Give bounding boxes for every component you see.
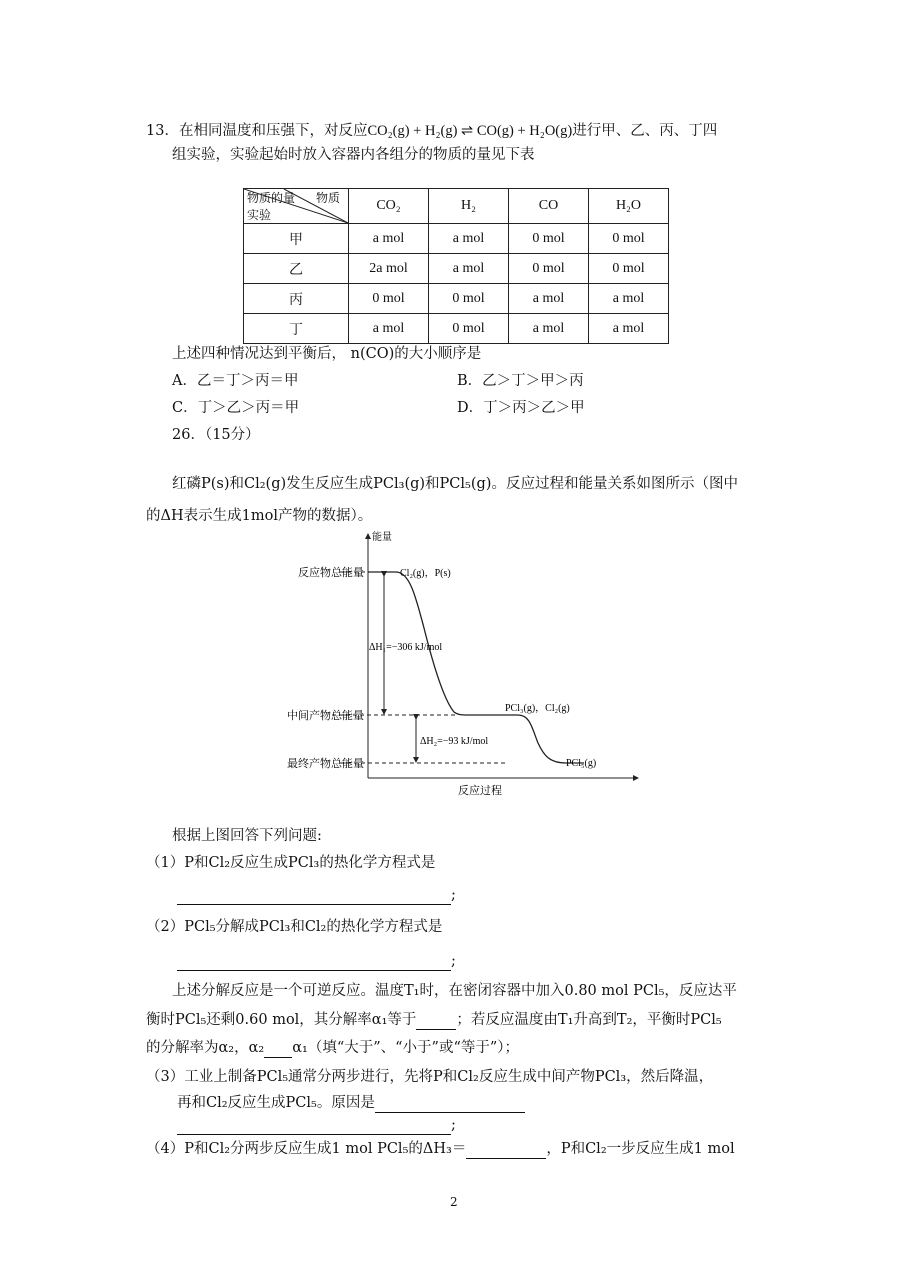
row-label: 甲: [244, 224, 349, 254]
q26-part2: （2）PCl₅分解成PCl₃和Cl₂的热化学方程式是: [146, 919, 443, 935]
row-label: 丙: [244, 284, 349, 314]
q13-option-d: D．丁＞丙＞乙＞甲: [457, 400, 585, 416]
answer-blank[interactable]: [416, 1013, 456, 1030]
header-cell: H₂O: [589, 189, 669, 224]
q13-option-c: C．丁＞乙＞丙＝甲: [172, 400, 300, 416]
answer-blank[interactable]: [177, 1118, 451, 1135]
answer-blank[interactable]: [264, 1041, 292, 1058]
x-axis-label: 反应过程: [458, 785, 502, 797]
answer-blank[interactable]: [177, 954, 451, 971]
q13-text1: 在相同温度和压强下，对反应: [178, 123, 368, 139]
table-cell: a mol: [509, 314, 589, 344]
table-row: [244, 254, 669, 284]
q26-header: 26．（15分）: [172, 427, 260, 443]
table-row: [244, 284, 669, 314]
table-cell: 2a mol: [349, 254, 429, 284]
part2b-text-d: α₁（填“大于”、“小于”或“等于”）；: [292, 1040, 520, 1056]
table-cell: a mol: [589, 314, 669, 344]
q13-option-a: A．乙＝丁＞丙＝甲: [172, 373, 299, 389]
q13-equation: CO₂(g) + H₂(g) ⇌ CO(g) + H₂O(g): [367, 123, 573, 139]
table-cell: 0 mol: [429, 314, 509, 344]
q26-part3-answer-line: [177, 1115, 456, 1135]
reactant-level-label: 反应物总能量: [298, 567, 364, 579]
q26-part2b-line2: [146, 1010, 722, 1030]
header-cell: CO₂: [349, 189, 429, 224]
final-level-label: 最终产物总能量: [287, 758, 364, 770]
semicolon: ;: [451, 1117, 456, 1133]
q26-part3-line1: （3）工业上制备PCl₅通常分两步进行，先将P和Cl₂反应生成中间产物PCl₃，然后降温，: [146, 1069, 714, 1085]
q13-stem: 上述四种情况达到平衡后， n(CO)的大小顺序是: [172, 346, 482, 362]
q26-intro-1: 红磷P(s)和Cl₂(g)发生反应生成PCl₃(g)和PCl₅(g)。反应过程和能量关系如图所示（图中: [172, 476, 738, 492]
table-cell: a mol: [429, 224, 509, 254]
reactant-species-label: Cl₂(g)，P(s): [400, 568, 451, 579]
energy-curve: [368, 572, 584, 763]
header-cell: H₂: [429, 189, 509, 224]
row-label: 丁: [244, 314, 349, 344]
corner-top: 物质的量: [247, 191, 296, 205]
dh2-label: ΔH₂=−93 kJ/mol: [420, 736, 489, 747]
table-cell: 0 mol: [589, 224, 669, 254]
table-cell: 0 mol: [509, 254, 589, 284]
q26-part4: [146, 1139, 735, 1159]
q13-number: 13．: [146, 123, 179, 139]
table-corner-cell: [244, 189, 349, 224]
q26-intro-2: 的ΔH表示生成1mol产物的数据）。: [146, 508, 373, 524]
dh1-label: ΔH₁=−306 kJ/mol: [369, 642, 443, 653]
corner-right: 物质: [316, 191, 341, 205]
q13-text3: 组实验，实验起始时放入容器内各组分的物质的量见下表: [172, 147, 535, 163]
q26-part2b-line1: 上述分解反应是一个可逆反应。温度T₁时，在密闭容器中加入0.80 mol PCl₅，反应达平: [172, 983, 737, 999]
table-cell: 0 mol: [429, 284, 509, 314]
q26-part2-answer-line: [177, 951, 456, 971]
y-axis-label: 能量: [372, 532, 392, 543]
table-cell: a mol: [349, 314, 429, 344]
part4-text-a: （4）P和Cl₂分两步反应生成1 mol PCl₅的ΔH₃＝: [146, 1141, 467, 1157]
final-species-label: PCl₅(g): [566, 758, 597, 769]
table-row: [244, 224, 669, 254]
intermediate-level-label: 中间产物总能量: [287, 710, 364, 722]
part2b-text-b: ；若反应温度由T₁升高到T₂，平衡时PCl₅: [456, 1012, 722, 1028]
row-label: 乙: [244, 254, 349, 284]
table-cell: 0 mol: [509, 224, 589, 254]
q26-prompt: 根据上图回答下列问题:: [172, 828, 322, 844]
q13-text2: 进行甲、乙、丙、丁四: [572, 123, 718, 139]
part2b-text-c: 的分解率为α₂，α₂: [146, 1040, 265, 1056]
table-cell: a mol: [589, 284, 669, 314]
q26-part1-answer-line: [177, 885, 456, 905]
table-cell: a mol: [429, 254, 509, 284]
part2b-text-a: 衡时PCl₅还剩0.60 mol，其分解率α₁等于: [146, 1012, 417, 1028]
answer-blank[interactable]: [177, 888, 451, 905]
part4-text-b: ，P和Cl₂一步反应生成1 mol: [546, 1141, 735, 1157]
q13-line-1: [146, 121, 717, 141]
corner-bottom: 实验: [247, 208, 272, 222]
semicolon: ;: [451, 887, 456, 903]
q13-option-b: B．乙＞丁＞甲＞丙: [457, 373, 584, 389]
header-cell: CO: [509, 189, 589, 224]
table-cell: 0 mol: [589, 254, 669, 284]
page-number: 2: [450, 1195, 458, 1209]
answer-blank[interactable]: [375, 1096, 525, 1113]
q26-part3-line2: [177, 1093, 525, 1113]
part3-text: 再和Cl₂反应生成PCl₅。原因是: [177, 1095, 375, 1111]
semicolon: ;: [451, 953, 456, 969]
q26-part2b-line3: [146, 1038, 519, 1058]
energy-diagram: [268, 528, 648, 798]
table-cell: a mol: [349, 224, 429, 254]
answer-blank[interactable]: [466, 1142, 546, 1159]
q26-part1: （1）P和Cl₂反应生成PCl₃的热化学方程式是: [146, 855, 436, 871]
table-cell: a mol: [509, 284, 589, 314]
table-cell: 0 mol: [349, 284, 429, 314]
table-row: [244, 314, 669, 344]
intermediate-species-label: PCl₃(g)，Cl₂(g): [505, 703, 570, 714]
q13-table: [243, 188, 669, 344]
